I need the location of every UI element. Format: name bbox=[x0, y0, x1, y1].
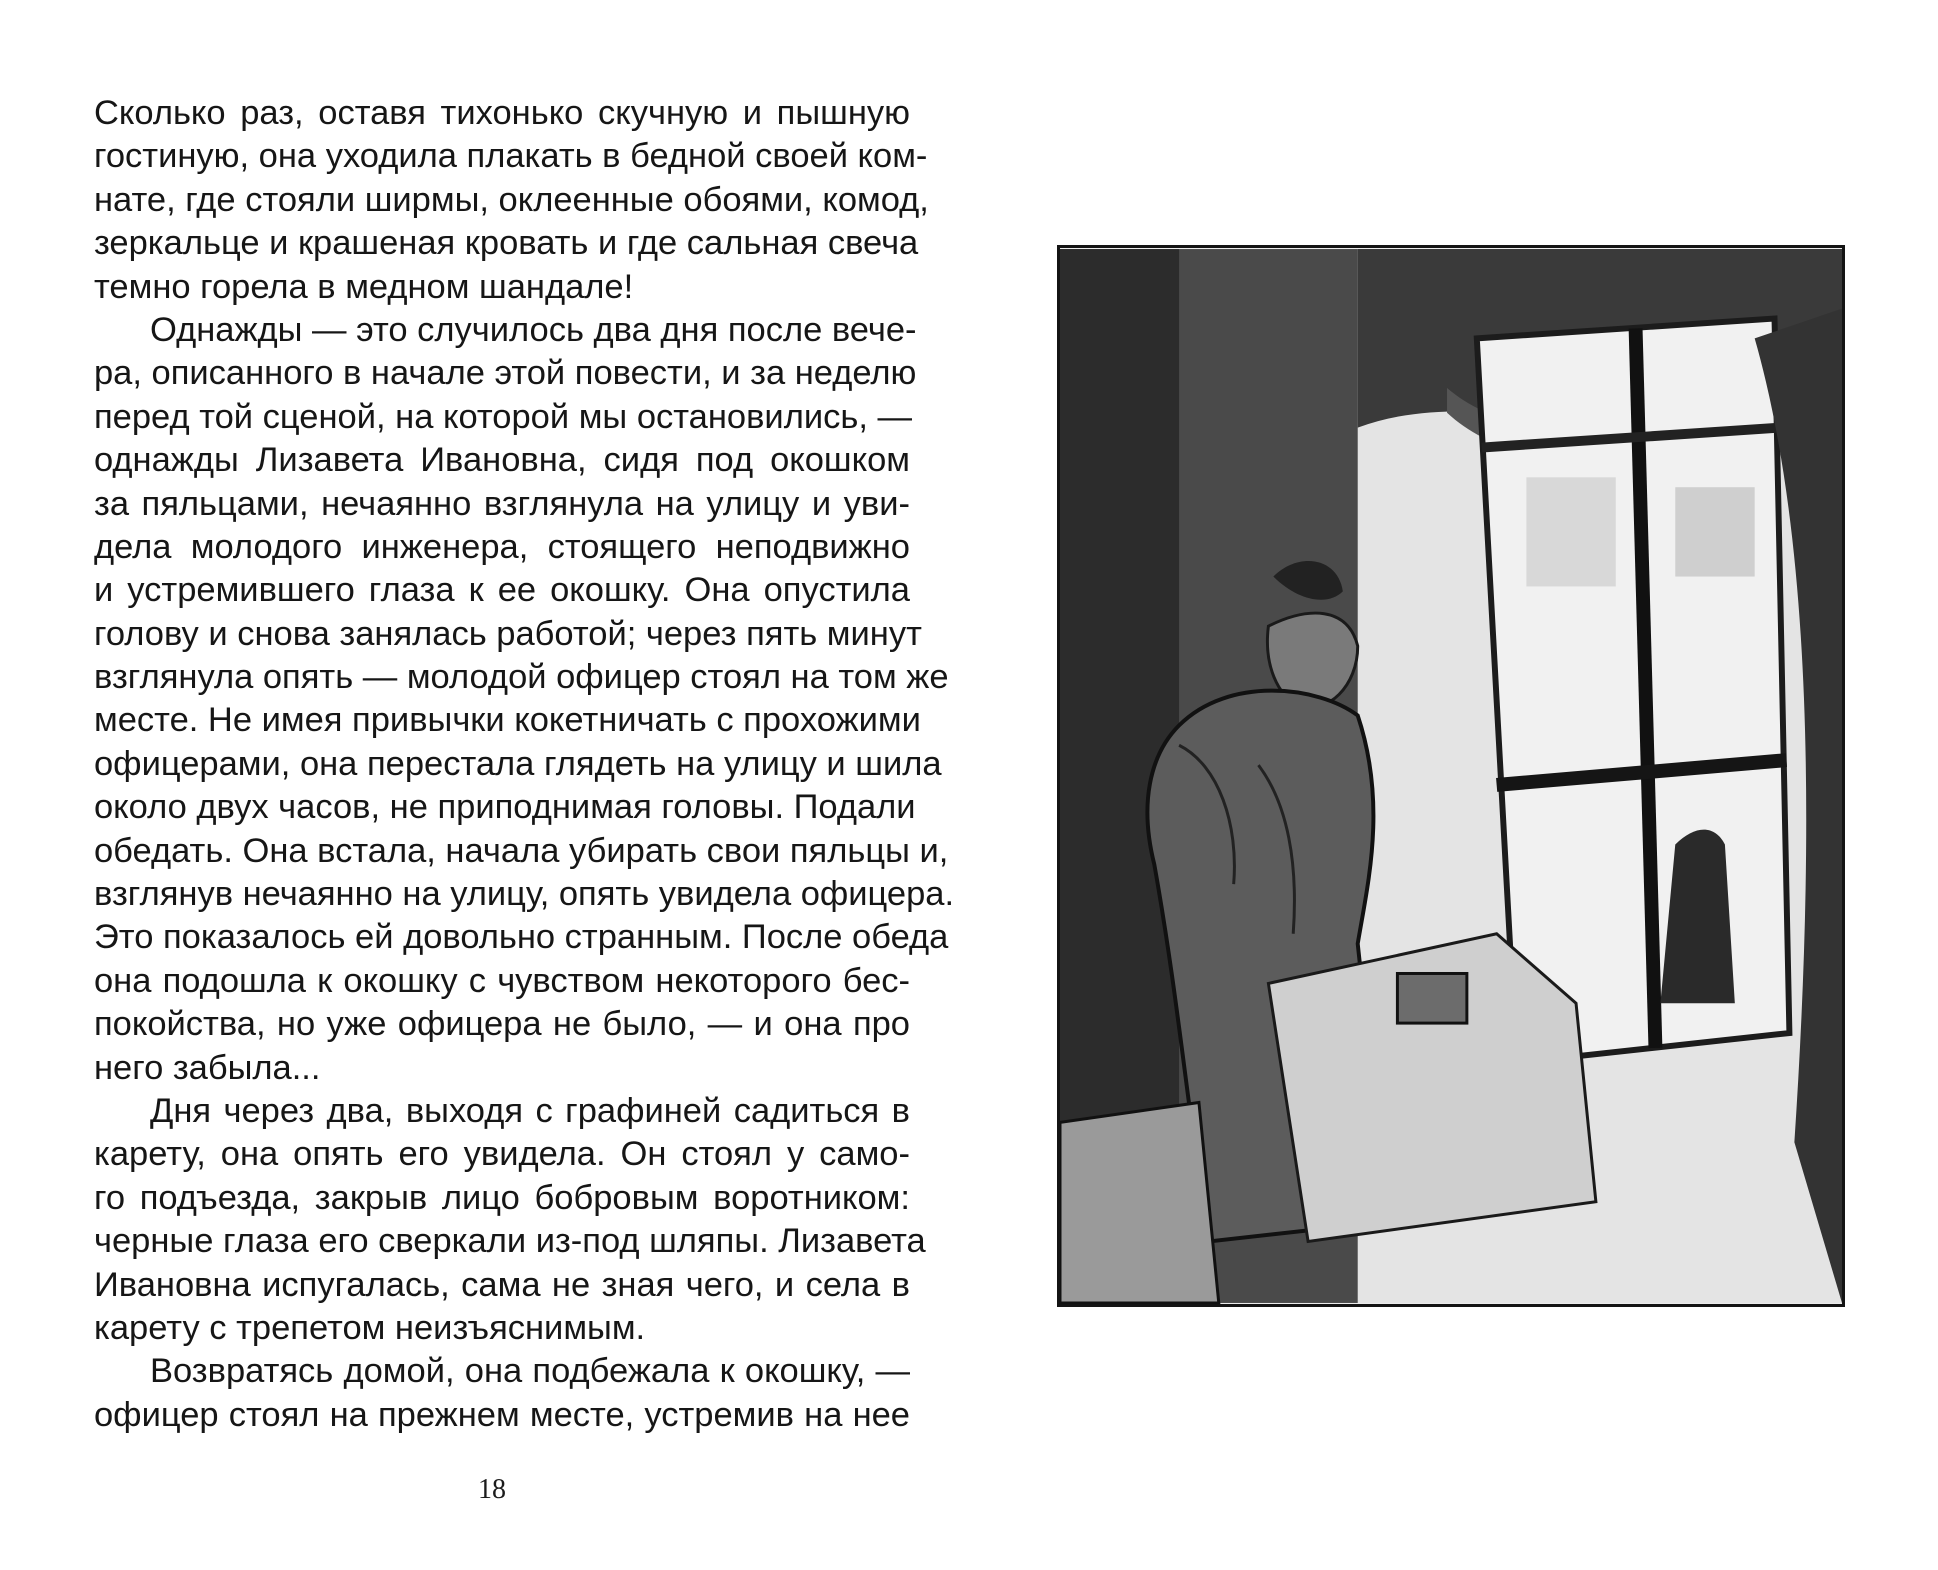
text-line: месте. Не имея привычки кокетничать с прохожими bbox=[94, 701, 921, 740]
text-line: нате, где стояли ширмы, оклеенные обоями, комод, bbox=[94, 180, 929, 219]
text-line: за пяльцами, нечаянно взглянула на улицу и уви- bbox=[94, 484, 910, 523]
text-line: однажды Лизавета Ивановна, сидя под окошком bbox=[94, 441, 910, 480]
text-line: Ивановна испугалась, сама не зная чего, и села в bbox=[94, 1265, 910, 1304]
text-line: обедать. Она встала, начала убирать свои пяльцы и, bbox=[94, 831, 949, 870]
text-line: дела молодого инженера, стоящего неподвижно bbox=[94, 527, 910, 566]
text-line: зеркальце и крашеная кровать и где сальная свеча bbox=[94, 224, 919, 263]
text-line: офицерами, она перестала глядеть на улицу и шила bbox=[94, 744, 942, 783]
text-line: Сколько раз, оставя тихонько скучную и пышную bbox=[94, 94, 910, 132]
text-column bbox=[94, 92, 955, 1437]
text-line: около двух часов, не приподнимая головы. Подали bbox=[94, 788, 916, 827]
text-line: Возвратясь домой, она подбежала к окошку, — bbox=[150, 1352, 910, 1391]
text-line: Дня через два, выходя с графиней садиться в bbox=[150, 1091, 910, 1130]
text-line: черные глаза его сверкали из-под шляпы. Лизавета bbox=[94, 1222, 926, 1261]
text-line: взглянув нечаянно на улицу, опять увидела офицера. bbox=[94, 875, 955, 914]
text-line: Это показалось ей довольно странным. После обеда bbox=[94, 918, 949, 957]
text-line: покойства, но уже офицера не было, — и она про bbox=[94, 1005, 910, 1044]
text-line: офицер стоял на прежнем месте, устремив на нее bbox=[94, 1395, 910, 1434]
text-line: го подъезда, закрыв лицо бобровым воротником: bbox=[94, 1178, 910, 1217]
page-number: 18 bbox=[478, 1474, 506, 1505]
text-line: карету, она опять его увидела. Он стоял у само- bbox=[94, 1135, 910, 1174]
text-line: взглянула опять — молодой офицер стоял на том же bbox=[94, 658, 949, 697]
text-line: голову и снова занялась работой; через пять минут bbox=[94, 614, 922, 653]
text-line: него забыла... bbox=[94, 1048, 321, 1087]
text-line: карету с трепетом неизъяснимым. bbox=[94, 1308, 646, 1347]
text-line: Однажды — это случилось два дня после вече- bbox=[150, 310, 917, 349]
text-line: она подошла к окошку с чувством некоторого бес- bbox=[94, 961, 910, 1000]
illustration-drawing bbox=[1060, 248, 1842, 1304]
illustration bbox=[1057, 245, 1845, 1307]
text-line: гостиную, она уходила плакать в бедной своей ком- bbox=[94, 137, 928, 176]
text-line: темно горела в медном шандале! bbox=[94, 267, 634, 306]
text-line: и устремившего глаза к ее окошку. Она опустила bbox=[94, 571, 910, 610]
text-line: перед той сценой, на которой мы остановились, — bbox=[94, 397, 912, 436]
text-line: ра, описанного в начале этой повести, и за неделю bbox=[94, 354, 917, 393]
